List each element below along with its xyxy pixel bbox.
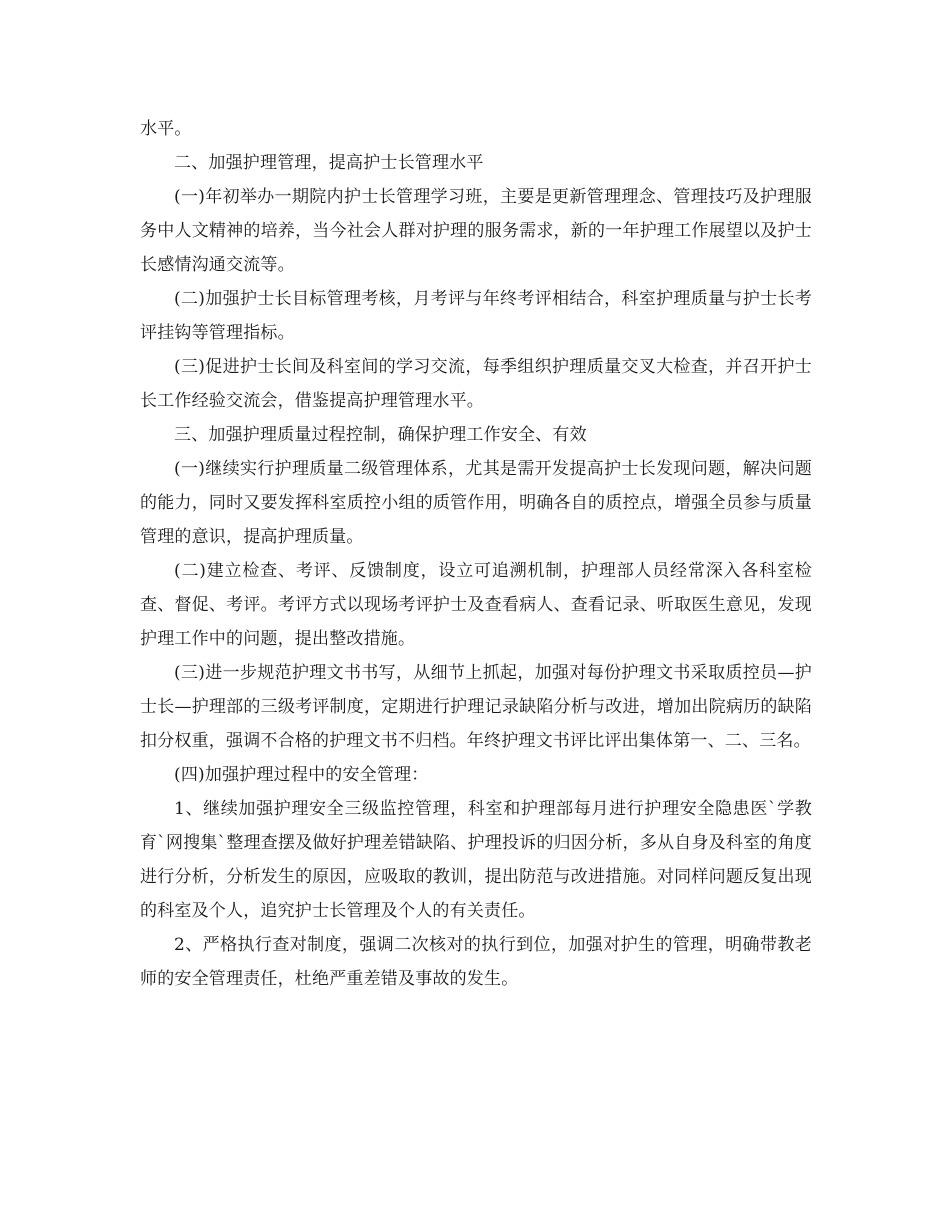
section-heading-2: 二、加强护理管理，提高护士长管理水平	[174, 153, 484, 173]
paragraph-3-1: (一)继续实行护理质量二级管理体系，尤其是需开发提高护士长发现问题，解决问题的能力，同时又要发挥科室质控小组的质管作用，明确各自的质控点，增强全员参与质量管理的意识，提高护理质量。	[140, 459, 812, 547]
paragraph-3-4: (四)加强护理过程中的安全管理：	[174, 765, 429, 785]
paragraph-continuation: 水平。	[140, 119, 192, 139]
paragraph-3-2: (二)建立检查、考评、反馈制度，设立可追溯机制，护理部人员经常深入各科室检查、督促、考评。考评方式以现场考评护士及查看病人、查看记录、听取医生意见，发现护理工作中的问题，提出整改措施。	[140, 561, 812, 649]
paragraph-item-2: 2、严格执行查对制度，强调二次核对的执行到位，加强对护生的管理，明确带教老师的安全管理责任，杜绝严重差错及事故的发生。	[140, 935, 812, 989]
document-body	[140, 112, 812, 996]
paragraph-2-1: (一)年初举办一期院内护士长管理学习班，主要是更新管理理念、管理技巧及护理服务中人文精神的培养，当今社会人群对护理的服务需求，新的一年护理工作展望以及护士长感情沟通交流等。	[140, 187, 812, 275]
paragraph-2-3: (三)促进护士长间及科室间的学习交流，每季组织护理质量交叉大检查，并召开护士长工作经验交流会，借鉴提高护理管理水平。	[140, 357, 812, 411]
paragraph-3-3: (三)进一步规范护理文书书写，从细节上抓起，加强对每份护理文书采取质控员—护士长—护理部的三级考评制度，定期进行护理记录缺陷分析与改进，增加出院病历的缺陷扣分权重，强调不合格的护理文书不归档。年终护理文书评比评出集体第一、二、三名。	[140, 663, 812, 751]
section-heading-3: 三、加强护理质量过程控制，确保护理工作安全、有效	[174, 425, 587, 445]
paragraph-item-1: 1、继续加强护理安全三级监控管理，科室和护理部每月进行护理安全隐患医`学教育`网搜集`整理查摆及做好护理差错缺陷、护理投诉的归因分析，多从自身及科室的角度进行分析，分析发生的原因，应吸取的教训，提出防范与改进措施。对同样问题反复出现的科室及个人，追究护士长管理及个人的有关责任。	[140, 799, 812, 921]
paragraph-2-2: (二)加强护士长目标管理考核，月考评与年终考评相结合，科室护理质量与护士长考评挂钩等管理指标。	[140, 289, 812, 343]
